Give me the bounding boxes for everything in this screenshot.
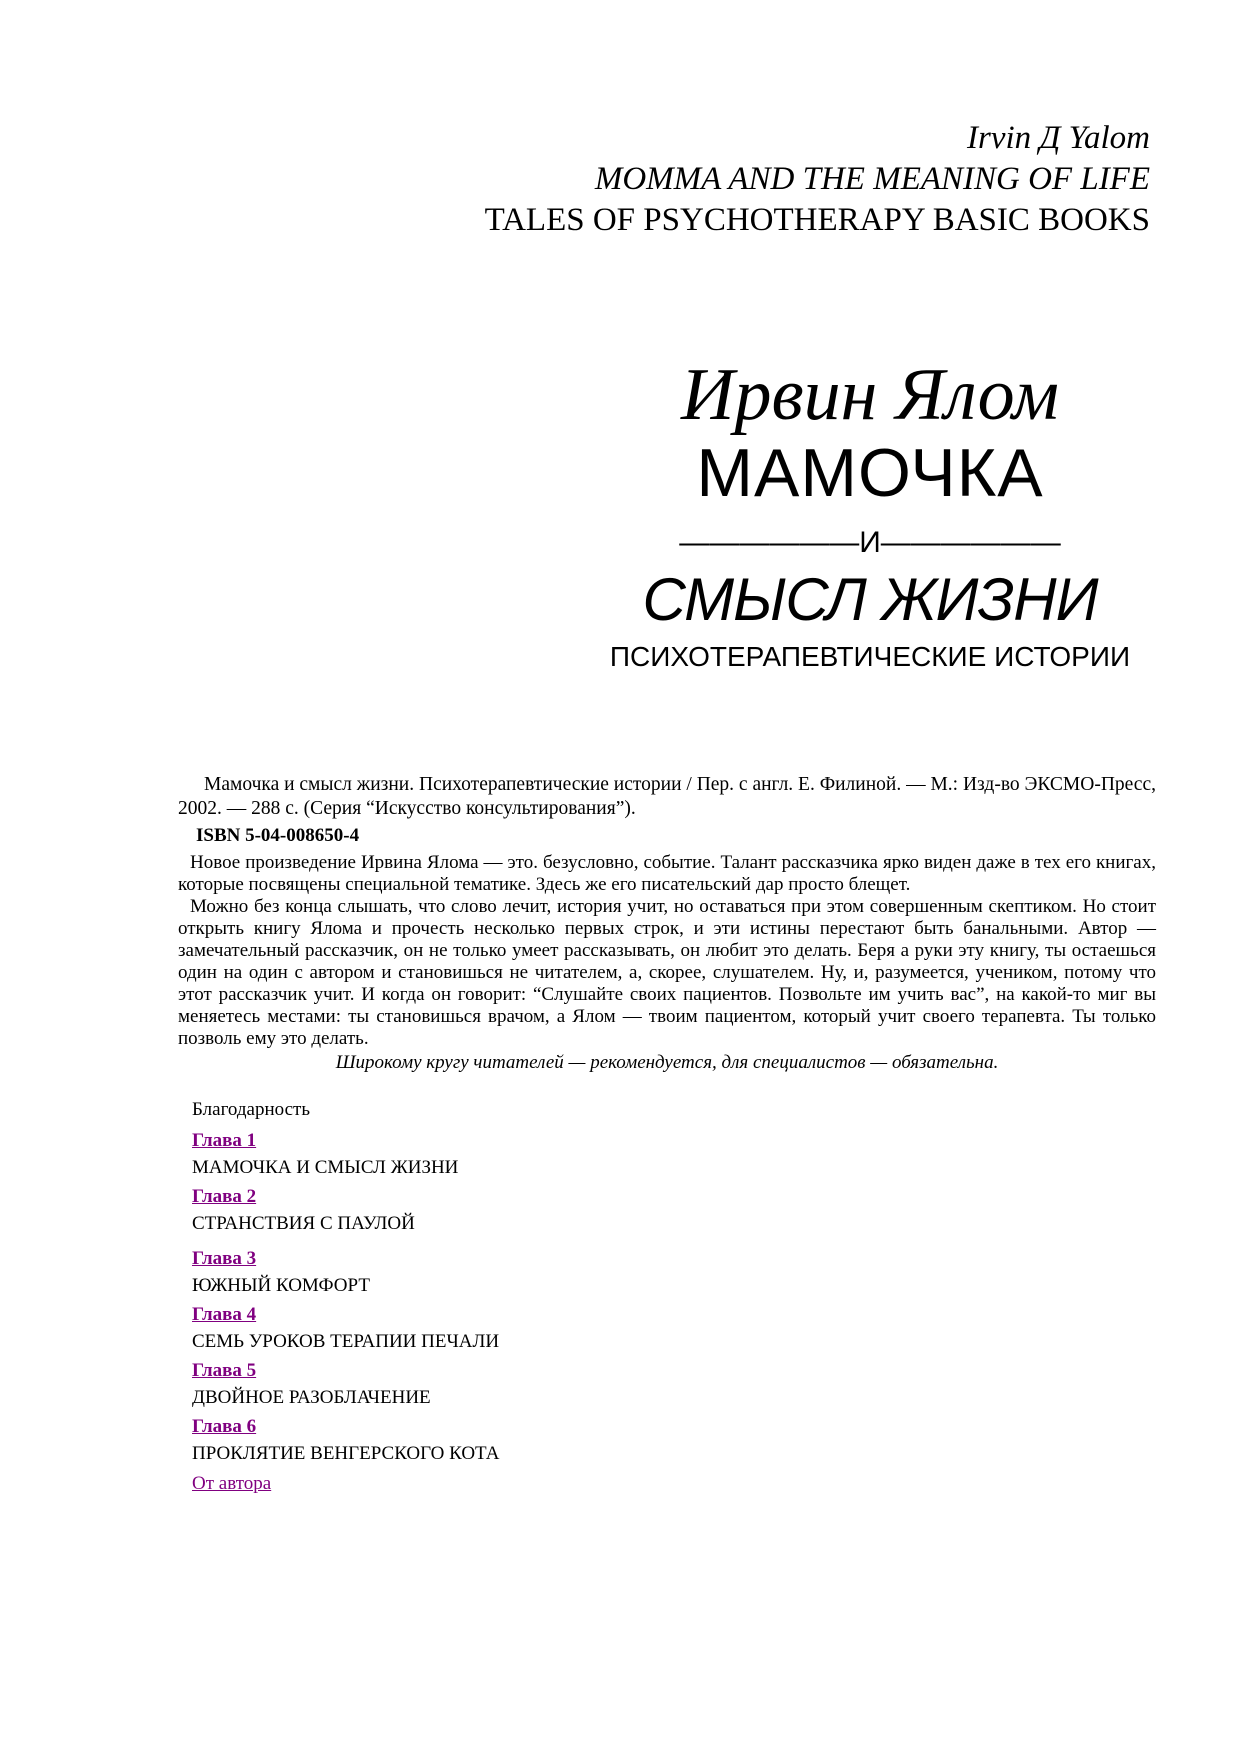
isbn: ISBN 5-04-008650-4 [196,825,360,846]
title-divider: ——————И—————— [679,526,1061,559]
toc-acknowledgements: Благодарность [192,1099,310,1120]
audience-motto: Широкому кругу читателей — рекомендуется, для специалистов — обязательна. [335,1052,999,1073]
description-block [178,852,1156,1050]
toc-chapter-5-link[interactable]: Глава 5 [192,1360,257,1381]
description-paragraph-2: Можно без конца слышать, что слово лечит, история учит, но оставаться при этом совершенным скептиком. Но стоит открыть книгу Ялома и прочесть несколько первых строк, и эти истины перестают быть банальными. Автор — замечательный рассказчик, он не только умеет рассказывать, он любит это делать. Беря а руки эту книгу, ты остаешься один на один с автором и становишься не читателем, а, скорее, слушателем. Ну, и, разумеется, учеником, потому что этот рассказчик учит. И когда он говорит: “Слушайте своих пациентов. Позвольте им учить вас”, на какой-то миг вы меняетесь местами: ты становишься врачом, а Ялом — твоим пациентом, который учит своего терапевта. Ты только позволь ему это делать. [178,896,1156,1049]
description-paragraph-1: Новое произведение Ирвина Ялома — это. безусловно, событие. Талант рассказчика ярко виден даже в тех его книгах, которые посвящены специальной тематике. Здесь же его писательский дар просто блещет. [178,852,1156,895]
toc-chapter-6-title: ПРОКЛЯТИЕ ВЕНГЕРСКОГО КОТА [192,1443,500,1464]
russian-title-rest: СМЫСЛ ЖИЗНИ [642,566,1098,633]
russian-subtitle: ПСИХОТЕРАПЕВТИЧЕСКИЕ ИСТОРИИ [609,641,1131,672]
toc-chapter-2-title: СТРАНСТВИЯ С ПАУЛОЙ [192,1213,415,1234]
toc-chapter-4-link[interactable]: Глава 4 [192,1304,257,1325]
english-subtitle: TALES OF PSYCHOTHERAPY BASIC BOOKS [484,202,1150,238]
toc-chapter-3-title: ЮЖНЫЙ КОМФОРТ [192,1275,370,1296]
bibliography-block [178,773,1156,821]
english-header [485,118,1150,241]
english-author: Irvin Д Yalom [967,120,1150,156]
bibliography-text: Мамочка и смысл жизни. Психотерапевтические истории / Пер. с англ. Е. Филиной. — М.: Изд-во ЭКСМО-Пресс, 2002. — 288 с. (Серия “Искусство консультирования”). [178,774,1156,819]
russian-main-title: МАМОЧКА [696,435,1044,511]
toc-chapter-5-title: ДВОЙНОЕ РАЗОБЛАЧЕНИЕ [192,1387,431,1408]
toc-chapter-4-title: СЕМЬ УРОКОВ ТЕРАПИИ ПЕЧАЛИ [192,1331,500,1352]
russian-author: Ирвин Ялом [681,354,1059,436]
toc-chapter-6-link[interactable]: Глава 6 [192,1416,257,1437]
english-title: MOMMA AND THE MEANING OF LIFE [594,161,1150,197]
toc-chapter-1-link[interactable]: Глава 1 [192,1130,257,1151]
toc-from-author-link[interactable]: От автора [192,1473,272,1494]
toc-chapter-3-link[interactable]: Глава 3 [192,1248,257,1269]
toc-chapter-1-title: МАМОЧКА И СМЫСЛ ЖИЗНИ [192,1157,459,1178]
toc-chapter-2-link[interactable]: Глава 2 [192,1186,257,1207]
